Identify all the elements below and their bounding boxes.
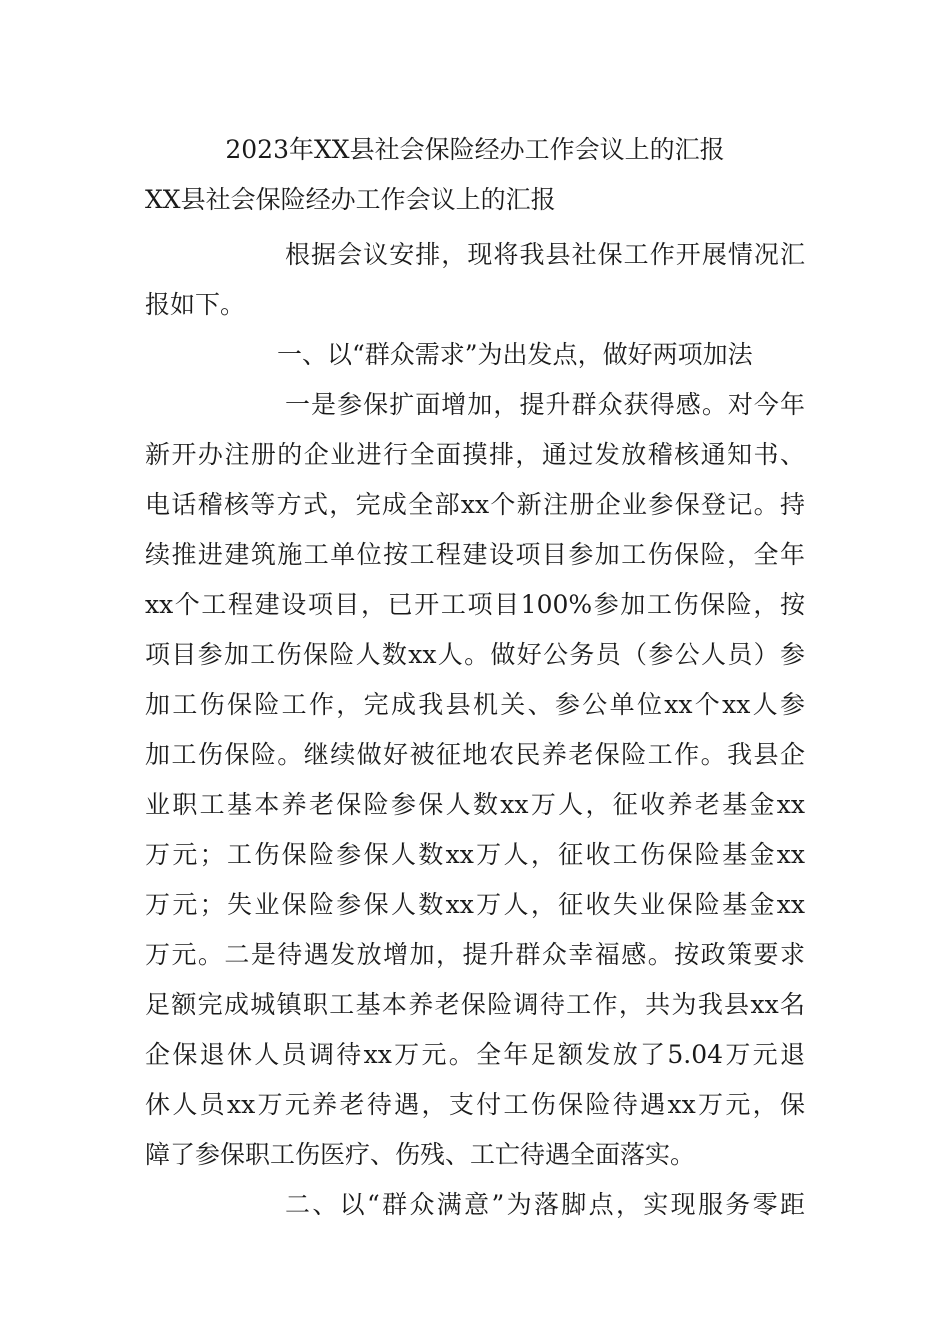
text-line: 障了参保职工伤医疗、伤残、工亡待遇全面落实。: [145, 1140, 696, 1169]
text-line: 万元；失业保险参保人数xx万人，征收失业保险基金xx: [145, 890, 805, 919]
section-heading: 一、以“群众需求”为出发点，做好两项加法: [277, 340, 753, 369]
document-body: [145, 230, 805, 1230]
text-line: 万元。二是待遇发放增加，提升群众幸福感。按政策要求: [145, 940, 805, 969]
text-line: 报如下。: [145, 290, 246, 319]
section-heading: 二、以“群众满意”为落脚点，实现服务零距: [285, 1190, 805, 1219]
text-line: xx个工程建设项目，已开工项目100%参加工伤保险，按: [145, 590, 805, 619]
document-subtitle: XX县社会保险经办工作会议上的汇报: [145, 185, 556, 214]
text-line: 休人员xx万元养老待遇，支付工伤保险待遇xx万元，保: [145, 1090, 805, 1119]
text-line: 足额完成城镇职工基本养老保险调待工作，共为我县xx名: [145, 990, 805, 1019]
text-line: 业职工基本养老保险参保人数xx万人，征收养老基金xx: [145, 790, 805, 819]
text-line: 加工伤保险工作，完成我县机关、参公单位xx个xx人参: [145, 690, 805, 719]
text-line: 续推进建筑施工单位按工程建设项目参加工伤保险，全年: [145, 540, 805, 569]
text-line: 根据会议安排，现将我县社保工作开展情况汇: [285, 240, 805, 269]
text-line: 新开办注册的企业进行全面摸排，通过发放稽核通知书、: [145, 440, 805, 469]
text-line: 企保退休人员调待xx万元。全年足额发放了5.04万元退: [145, 1040, 805, 1069]
text-line: 电话稽核等方式，完成全部xx个新注册企业参保登记。持: [145, 490, 805, 519]
text-line: 万元；工伤保险参保人数xx万人，征收工伤保险基金xx: [145, 840, 805, 869]
text-line: 项目参加工伤保险人数xx人。做好公务员（参公人员）参: [145, 640, 805, 669]
text-line: 加工伤保险。继续做好被征地农民养老保险工作。我县企: [145, 740, 805, 769]
document-title: 2023年XX县社会保险经办工作会议上的汇报: [225, 135, 725, 164]
text-line: 一是参保扩面增加，提升群众获得感。对今年: [285, 390, 805, 419]
